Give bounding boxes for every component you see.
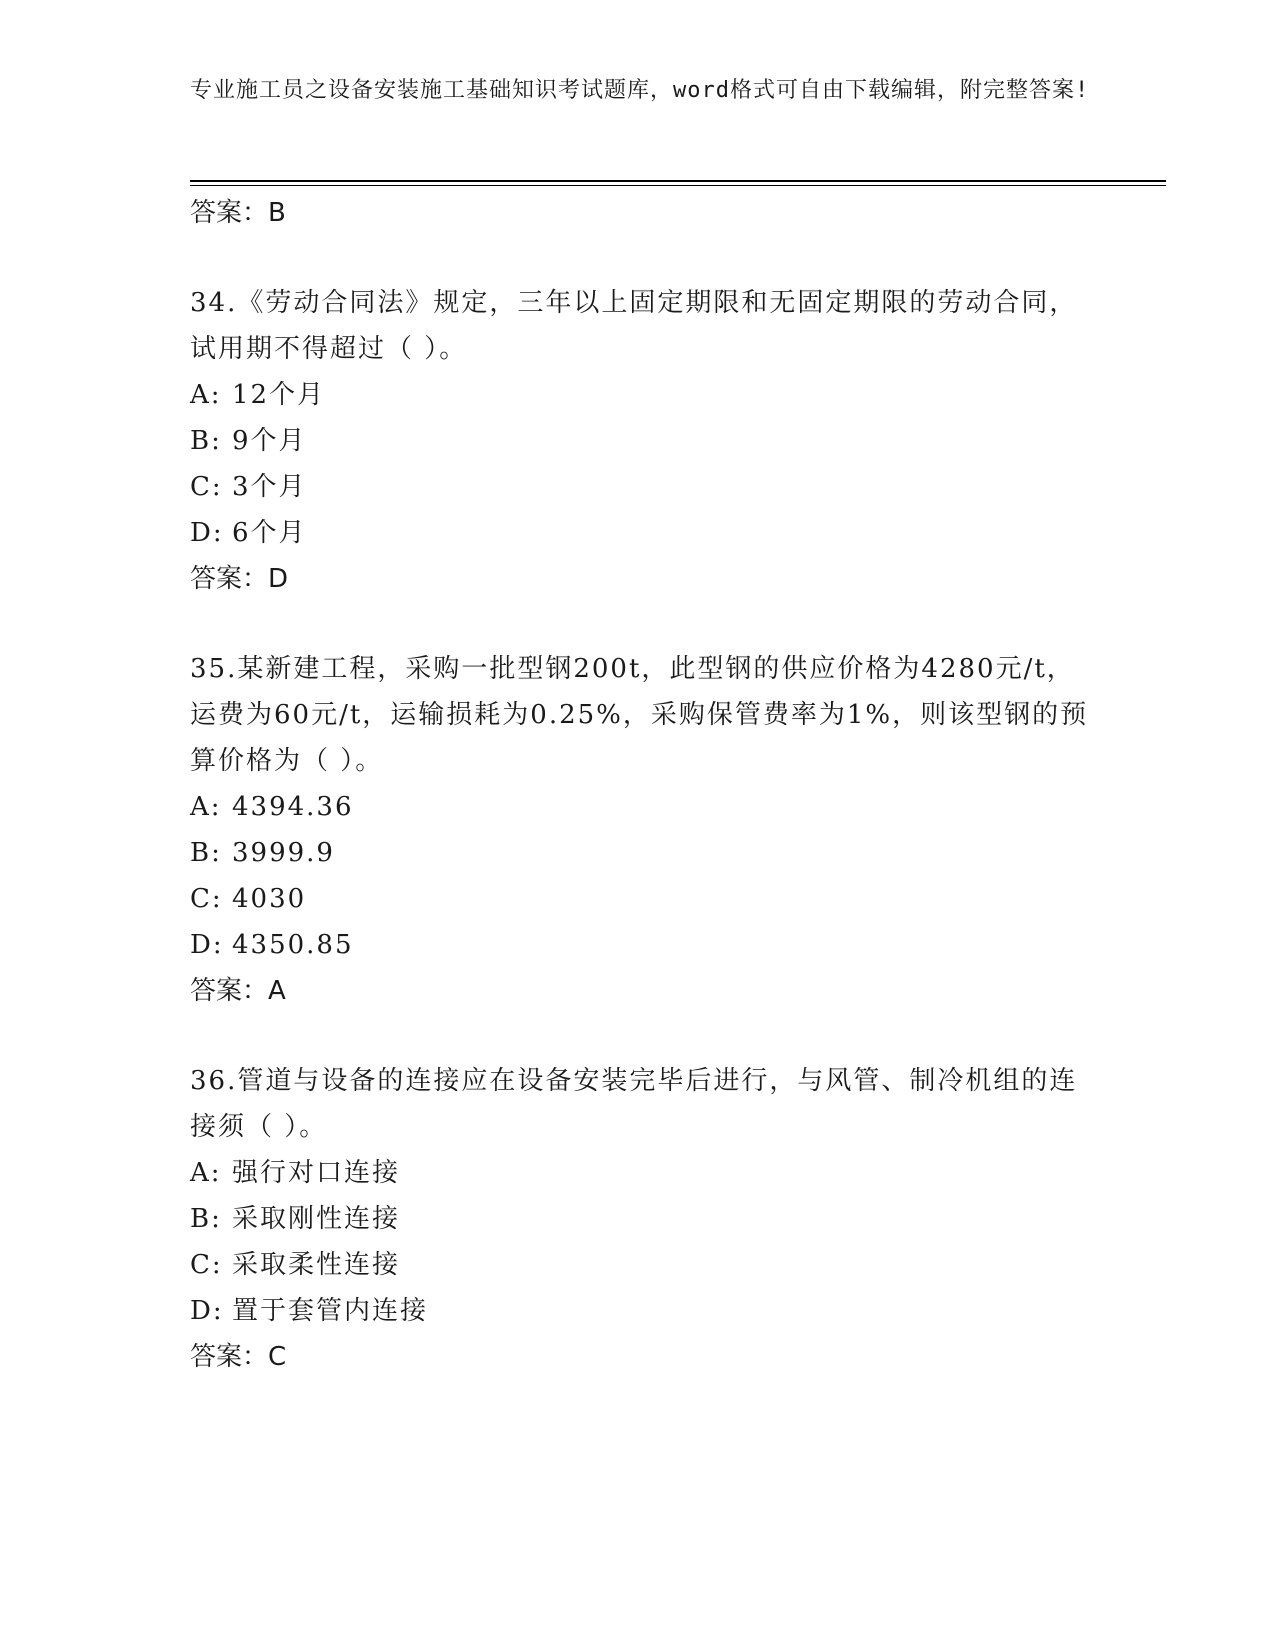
- question-stem: 36.管道与设备的连接应在设备安装完毕后进行，与风管、制冷机组的连接须（ ）。: [190, 1066, 1078, 1142]
- previous-answer: 答案：B: [190, 198, 286, 228]
- answer: 答案：D: [190, 564, 289, 594]
- option-text: 9个月: [232, 426, 307, 456]
- option-d: [190, 510, 1090, 556]
- answer: 答案：A: [190, 976, 286, 1006]
- option-b: [190, 418, 1090, 464]
- option-b: [190, 1196, 1090, 1242]
- document-body: [190, 190, 1090, 1380]
- question-36: [190, 1058, 1090, 1380]
- option-text: 6个月: [232, 518, 307, 548]
- option-a: [190, 1150, 1090, 1196]
- question-stem: 34.《劳动合同法》规定，三年以上固定期限和无固定期限的劳动合同，试用期不得超过（ ）。: [190, 288, 1078, 364]
- question-stem: 35.某新建工程，采购一批型钢200t，此型钢的供应价格为4280元/t，运费为60元/t，运输损耗为0.25%，采购保管费率为1%，则该型钢的预算价格为（ ）。: [190, 654, 1089, 776]
- option-label: C:: [190, 472, 223, 502]
- option-label: A:: [190, 380, 222, 410]
- option-label: C:: [190, 884, 223, 914]
- option-d: [190, 1288, 1090, 1334]
- option-text: 12个月: [232, 380, 326, 410]
- option-label: C:: [190, 1250, 223, 1280]
- option-label: A:: [190, 792, 222, 822]
- option-label: B:: [190, 838, 222, 868]
- question-34: [190, 280, 1090, 602]
- option-text: 采取柔性连接: [232, 1250, 401, 1280]
- option-a: [190, 784, 1090, 830]
- page-header-text: 专业施工员之设备安装施工基础知识考试题库，word格式可自由下载编辑，附完整答案!: [190, 78, 1090, 103]
- option-b: [190, 830, 1090, 876]
- option-text: 4030: [232, 884, 307, 914]
- option-text: 4350.85: [232, 930, 354, 960]
- question-35: [190, 646, 1090, 1014]
- option-label: B:: [190, 426, 222, 456]
- option-label: A:: [190, 1158, 222, 1188]
- option-label: B:: [190, 1204, 222, 1234]
- header-rule-thin: [190, 185, 1166, 186]
- option-label: D:: [190, 930, 224, 960]
- option-a: [190, 372, 1090, 418]
- option-text: 3个月: [232, 472, 307, 502]
- option-c: [190, 876, 1090, 922]
- option-text: 4394.36: [232, 792, 354, 822]
- header-rule-thick: [190, 180, 1166, 182]
- option-text: 采取刚性连接: [232, 1204, 401, 1234]
- option-text: 强行对口连接: [232, 1158, 401, 1188]
- option-text: 置于套管内连接: [232, 1296, 429, 1326]
- answer: 答案：C: [190, 1342, 287, 1372]
- option-label: D:: [190, 1296, 224, 1326]
- option-d: [190, 922, 1090, 968]
- option-label: D:: [190, 518, 224, 548]
- option-text: 3999.9: [232, 838, 335, 868]
- option-c: [190, 1242, 1090, 1288]
- option-c: [190, 464, 1090, 510]
